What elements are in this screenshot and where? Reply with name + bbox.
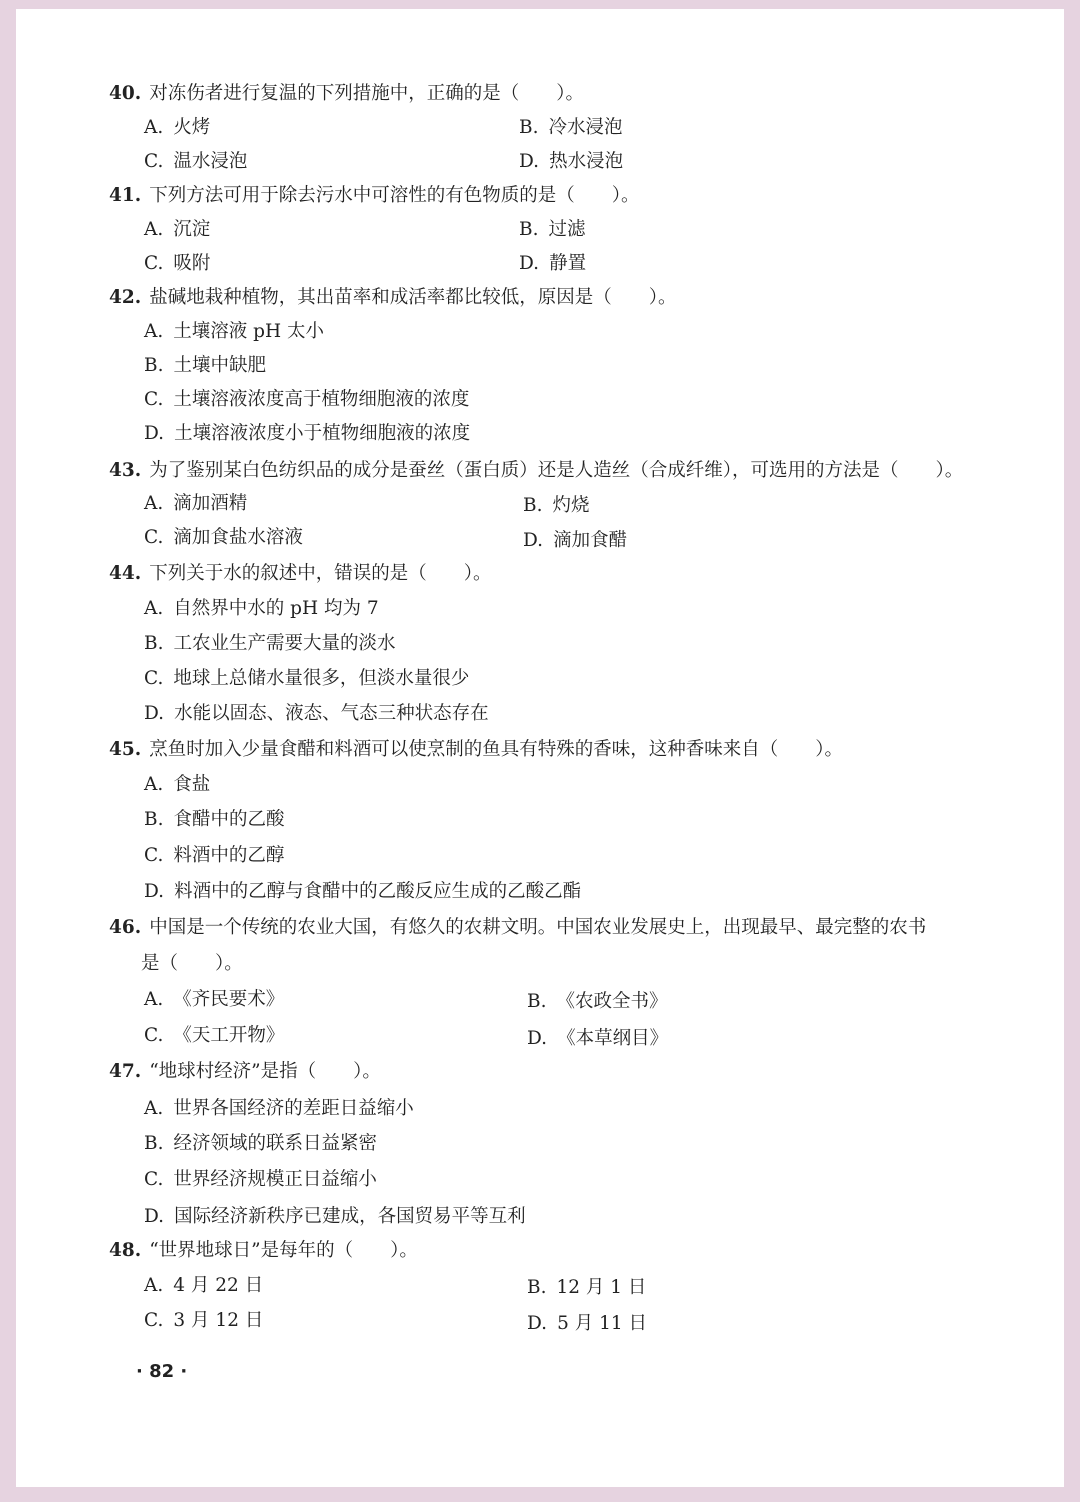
option-48-d: D. 5 月 11 日 (527, 1313, 648, 1334)
option-45-a: A. 食盐 (144, 774, 211, 795)
option-44-d: D. 水能以固态、液态、气态三种状态存在 (144, 703, 489, 724)
option-41-a: A. 沉淀 (144, 219, 211, 240)
option-44-a: A. 自然界中水的 pH 均为 7 (144, 598, 379, 619)
option-46-c: C. 《天工开物》 (144, 1025, 285, 1046)
option-41-c: C. 吸附 (144, 253, 211, 274)
question-41 (109, 184, 639, 208)
question-stem: 烹鱼时加入少量食醋和料酒可以使烹制的鱼具有特殊的香味，这种香味来自（ ）。 (149, 739, 843, 760)
option-40-a: A. 火烤 (144, 117, 211, 138)
question-number: 46. (109, 917, 142, 938)
question-stem: 中国是一个传统的农业大国，有悠久的农耕文明。中国农业发展史上，出现最早、最完整的农书 (149, 917, 927, 938)
option-48-a: A. 4 月 22 日 (144, 1275, 264, 1296)
question-number: 47. (109, 1061, 142, 1082)
question-47 (109, 1060, 381, 1084)
question-number: 43. (109, 460, 142, 481)
question-46 (109, 916, 926, 940)
option-47-d: D. 国际经济新秩序已建成，各国贸易平等互利 (144, 1206, 526, 1227)
question-number: 44. (109, 563, 142, 584)
option-43-a: A. 滴加酒精 (144, 493, 248, 514)
question-42 (109, 286, 676, 310)
option-45-c: C. 料酒中的乙醇 (144, 845, 285, 866)
option-41-d: D. 静置 (519, 253, 587, 274)
option-46-a: A. 《齐民要术》 (144, 989, 285, 1010)
option-46-d: D. 《本草纲目》 (527, 1028, 669, 1049)
question-44 (109, 562, 491, 586)
option-47-a: A. 世界各国经济的差距日益缩小 (144, 1098, 414, 1119)
option-41-b: B. 过滤 (519, 219, 586, 240)
option-43-b: B. 灼烧 (523, 495, 590, 516)
option-42-d: D. 土壤溶液浓度小于植物细胞液的浓度 (144, 423, 471, 444)
option-40-b: B. 冷水浸泡 (519, 117, 623, 138)
question-number: 45. (109, 739, 142, 760)
option-43-d: D. 滴加食醋 (523, 530, 628, 551)
question-stem: “地球村经济”是指（ ）。 (149, 1061, 381, 1082)
question-number: 42. (109, 287, 142, 308)
question-stem: 对冻伤者进行复温的下列措施中，正确的是（ ）。 (149, 83, 584, 104)
option-46-b: B. 《农政全书》 (527, 991, 668, 1012)
question-number: 40. (109, 83, 142, 104)
question-48 (109, 1239, 418, 1263)
question-number: 48. (109, 1240, 142, 1261)
exam-page (16, 9, 1064, 1487)
option-42-a: A. 土壤溶液 pH 太小 (144, 321, 324, 342)
option-47-b: B. 经济领域的联系日益紧密 (144, 1133, 377, 1154)
question-stem: 为了鉴别某白色纺织品的成分是蚕丝（蛋白质）还是人造丝（合成纤维），可选用的方法是（ ）。 (149, 460, 964, 481)
option-44-c: C. 地球上总储水量很多，但淡水量很少 (144, 668, 470, 689)
question-stem: 盐碱地栽种植物，其出苗率和成活率都比较低，原因是（ ）。 (149, 287, 677, 308)
question-43 (109, 459, 963, 483)
option-48-c: C. 3 月 12 日 (144, 1310, 264, 1331)
option-40-c: C. 温水浸泡 (144, 151, 248, 172)
option-42-b: B. 土壤中缺肥 (144, 355, 266, 376)
question-stem: “世界地球日”是每年的（ ）。 (149, 1240, 418, 1261)
option-48-b: B. 12 月 1 日 (527, 1277, 647, 1298)
question-number: 41. (109, 185, 142, 206)
question-stem: 下列关于水的叙述中，错误的是（ ）。 (149, 563, 492, 584)
option-47-c: C. 世界经济规模正日益缩小 (144, 1169, 377, 1190)
question-46-continuation: 是（ ）。 (141, 953, 243, 974)
option-40-d: D. 热水浸泡 (519, 151, 624, 172)
question-45 (109, 738, 843, 762)
question-stem: 下列方法可用于除去污水中可溶性的有色物质的是（ ）。 (149, 185, 640, 206)
page-number: · 82 · (136, 1361, 188, 1382)
option-44-b: B. 工农业生产需要大量的淡水 (144, 633, 396, 654)
option-42-c: C. 土壤溶液浓度高于植物细胞液的浓度 (144, 389, 470, 410)
option-45-b: B. 食醋中的乙酸 (144, 809, 285, 830)
option-43-c: C. 滴加食盐水溶液 (144, 527, 303, 548)
question-40 (109, 82, 584, 106)
option-45-d: D. 料酒中的乙醇与食醋中的乙酸反应生成的乙酸乙酯 (144, 881, 582, 902)
